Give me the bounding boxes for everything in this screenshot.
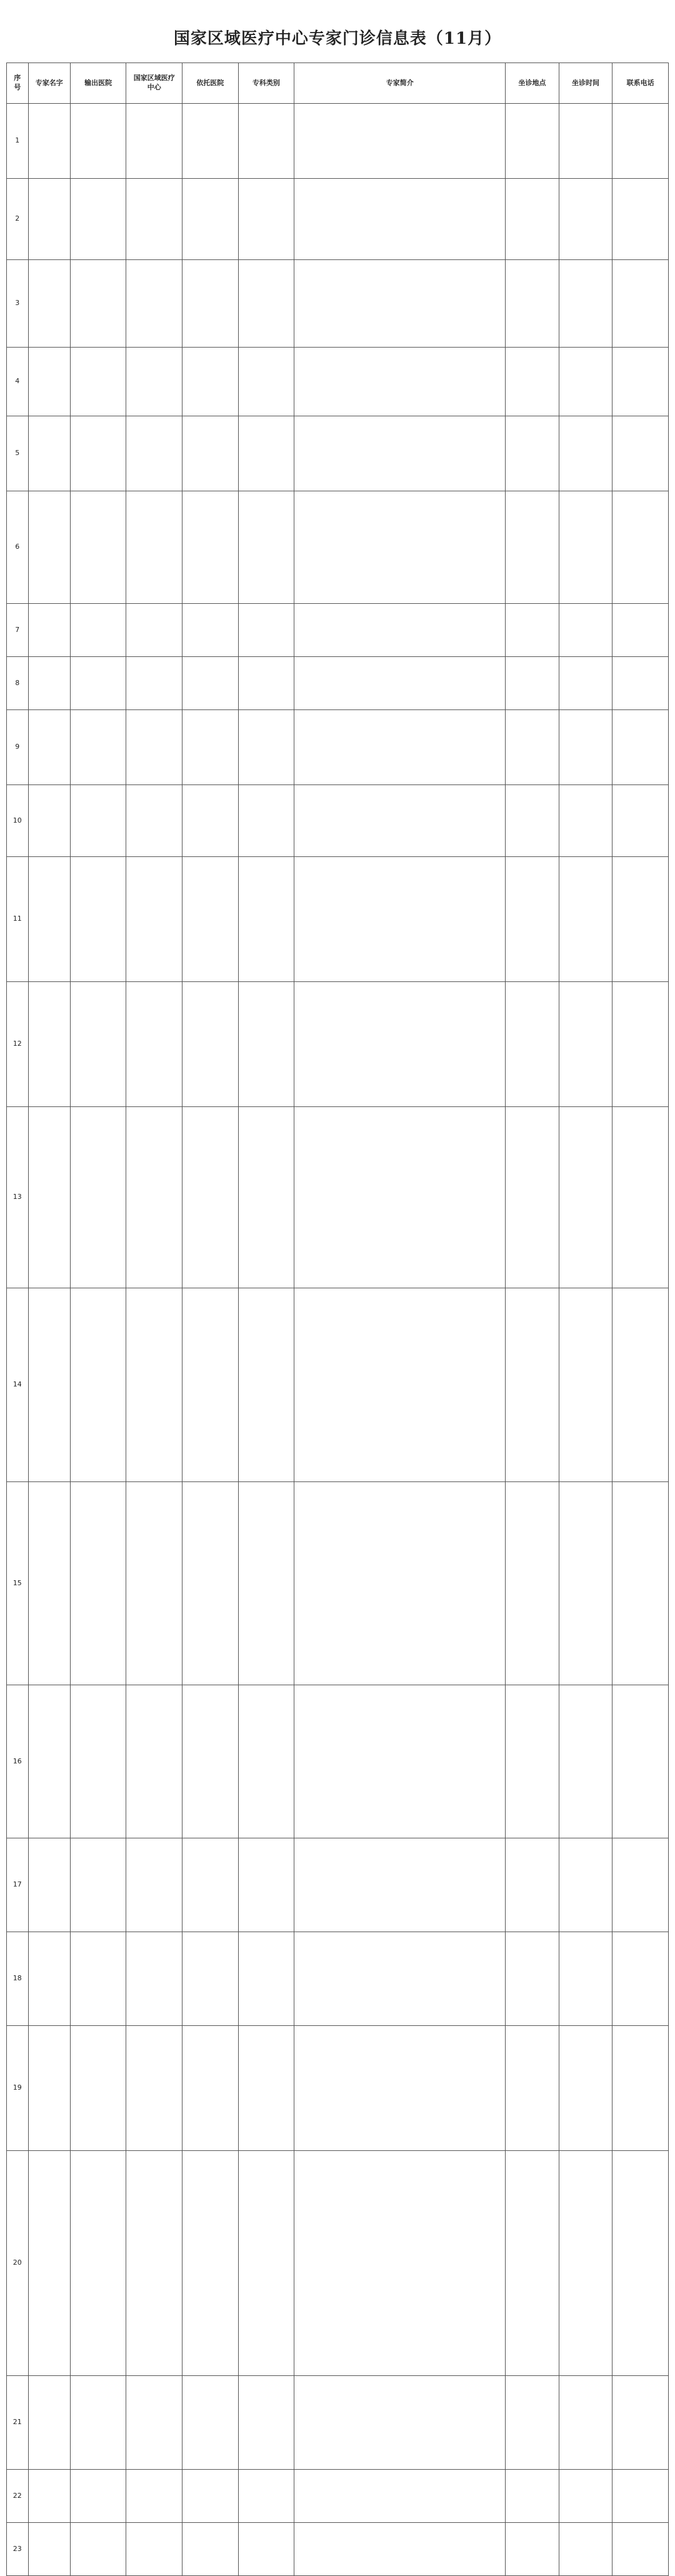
row-index: 2 [7, 179, 29, 260]
row-host-hospital [182, 1107, 239, 1288]
row-source-hospital [70, 2523, 126, 2576]
row-location [506, 2151, 559, 2376]
row-index: 21 [7, 2376, 29, 2470]
row-regional-center [126, 785, 182, 857]
row-time [559, 491, 612, 604]
row-time [559, 416, 612, 491]
row-intro [294, 348, 506, 416]
row-host-hospital [182, 1932, 239, 2026]
table-row [7, 604, 669, 657]
row-host-hospital [182, 104, 239, 179]
row-index: 12 [7, 982, 29, 1107]
row-name [28, 491, 70, 604]
row-phone [612, 857, 669, 982]
row-location [506, 2470, 559, 2523]
row-specialty [238, 982, 294, 1107]
row-host-hospital [182, 657, 239, 710]
row-phone [612, 1838, 669, 1932]
row-host-hospital [182, 1482, 239, 1685]
table-row [7, 2026, 669, 2151]
row-specialty [238, 1107, 294, 1288]
header-time: 坐诊时间 [559, 63, 612, 104]
row-source-hospital [70, 416, 126, 491]
row-source-hospital [70, 1838, 126, 1932]
row-specialty [238, 491, 294, 604]
row-source-hospital [70, 2376, 126, 2470]
row-host-hospital [182, 857, 239, 982]
row-index: 9 [7, 710, 29, 785]
row-host-hospital [182, 710, 239, 785]
row-source-hospital [70, 2026, 126, 2151]
row-host-hospital [182, 260, 239, 348]
row-name [28, 2376, 70, 2470]
row-location [506, 657, 559, 710]
row-intro [294, 657, 506, 710]
row-specialty [238, 2026, 294, 2151]
header-phone: 联系电话 [612, 63, 669, 104]
row-specialty [238, 1932, 294, 2026]
header-specialty: 专科类别 [238, 63, 294, 104]
row-host-hospital [182, 604, 239, 657]
row-location [506, 491, 559, 604]
table-row [7, 1107, 669, 1288]
row-phone [612, 179, 669, 260]
table-row [7, 1838, 669, 1932]
row-intro [294, 1932, 506, 2026]
row-name [28, 1932, 70, 2026]
row-specialty [238, 604, 294, 657]
row-location [506, 348, 559, 416]
row-phone [612, 491, 669, 604]
row-time [559, 1482, 612, 1685]
row-index: 23 [7, 2523, 29, 2576]
row-time [559, 2376, 612, 2470]
row-index: 4 [7, 348, 29, 416]
row-intro [294, 604, 506, 657]
row-location [506, 1838, 559, 1932]
row-specialty [238, 348, 294, 416]
row-name [28, 710, 70, 785]
row-time [559, 657, 612, 710]
row-host-hospital [182, 416, 239, 491]
row-time [559, 604, 612, 657]
row-intro [294, 104, 506, 179]
header-intro: 专家简介 [294, 63, 506, 104]
row-phone [612, 710, 669, 785]
row-name [28, 1288, 70, 1482]
row-location [506, 710, 559, 785]
row-location [506, 1932, 559, 2026]
row-host-hospital [182, 179, 239, 260]
table-row [7, 1482, 669, 1685]
row-phone [612, 1482, 669, 1685]
row-specialty [238, 857, 294, 982]
row-source-hospital [70, 1932, 126, 2026]
table-row [7, 2376, 669, 2470]
row-regional-center [126, 2026, 182, 2151]
row-phone [612, 657, 669, 710]
row-location [506, 785, 559, 857]
row-regional-center [126, 2523, 182, 2576]
row-intro [294, 2523, 506, 2576]
row-index: 18 [7, 1932, 29, 2026]
row-location [506, 604, 559, 657]
row-phone [612, 785, 669, 857]
table-row [7, 2470, 669, 2523]
row-host-hospital [182, 785, 239, 857]
row-specialty [238, 2376, 294, 2470]
row-host-hospital [182, 348, 239, 416]
row-phone [612, 1288, 669, 1482]
row-index: 20 [7, 2151, 29, 2376]
header-host-hospital: 依托医院 [182, 63, 239, 104]
row-time [559, 1932, 612, 2026]
row-phone [612, 2376, 669, 2470]
table-row [7, 260, 669, 348]
row-regional-center [126, 2376, 182, 2470]
row-regional-center [126, 1107, 182, 1288]
row-host-hospital [182, 2523, 239, 2576]
row-regional-center [126, 260, 182, 348]
row-regional-center [126, 2470, 182, 2523]
row-index: 15 [7, 1482, 29, 1685]
row-regional-center [126, 657, 182, 710]
row-time [559, 1685, 612, 1838]
row-specialty [238, 104, 294, 179]
row-source-hospital [70, 1107, 126, 1288]
row-source-hospital [70, 1685, 126, 1838]
row-time [559, 1107, 612, 1288]
page-title: 国家区域医疗中心专家门诊信息表（11月） [173, 29, 502, 48]
row-regional-center [126, 1932, 182, 2026]
row-time [559, 348, 612, 416]
row-name [28, 104, 70, 179]
row-regional-center [126, 1482, 182, 1685]
row-time [559, 785, 612, 857]
header-location: 坐诊地点 [506, 63, 559, 104]
row-source-hospital [70, 710, 126, 785]
row-specialty [238, 1838, 294, 1932]
row-regional-center [126, 104, 182, 179]
header-index: 序号 [7, 63, 29, 104]
row-host-hospital [182, 1685, 239, 1838]
row-intro [294, 1107, 506, 1288]
row-location [506, 179, 559, 260]
row-location [506, 416, 559, 491]
row-location [506, 2026, 559, 2151]
row-specialty [238, 1685, 294, 1838]
table-row [7, 1685, 669, 1838]
row-intro [294, 2151, 506, 2376]
row-intro [294, 2376, 506, 2470]
row-index: 6 [7, 491, 29, 604]
row-intro [294, 260, 506, 348]
table-row [7, 491, 669, 604]
row-host-hospital [182, 2376, 239, 2470]
table-body [7, 104, 669, 2576]
row-index: 14 [7, 1288, 29, 1482]
row-regional-center [126, 491, 182, 604]
row-index: 22 [7, 2470, 29, 2523]
row-name [28, 260, 70, 348]
row-location [506, 2376, 559, 2470]
row-name [28, 1685, 70, 1838]
row-host-hospital [182, 982, 239, 1107]
row-name [28, 2026, 70, 2151]
row-host-hospital [182, 2026, 239, 2151]
row-phone [612, 2151, 669, 2376]
row-location [506, 1685, 559, 1838]
row-index: 7 [7, 604, 29, 657]
row-phone [612, 982, 669, 1107]
row-index: 16 [7, 1685, 29, 1838]
row-specialty [238, 1288, 294, 1482]
row-phone [612, 348, 669, 416]
row-regional-center [126, 416, 182, 491]
row-time [559, 710, 612, 785]
row-intro [294, 982, 506, 1107]
table-row [7, 348, 669, 416]
row-regional-center [126, 2151, 182, 2376]
row-name [28, 604, 70, 657]
row-time [559, 179, 612, 260]
row-specialty [238, 2470, 294, 2523]
header-regional-center: 国家区域医疗中心 [126, 63, 182, 104]
row-regional-center [126, 1288, 182, 1482]
row-time [559, 1838, 612, 1932]
table-row [7, 982, 669, 1107]
row-time [559, 2470, 612, 2523]
row-specialty [238, 785, 294, 857]
row-index: 13 [7, 1107, 29, 1288]
row-location [506, 982, 559, 1107]
table-row [7, 2523, 669, 2576]
row-host-hospital [182, 491, 239, 604]
row-phone [612, 2470, 669, 2523]
row-time [559, 2523, 612, 2576]
row-specialty [238, 2523, 294, 2576]
row-location [506, 1288, 559, 1482]
row-source-hospital [70, 785, 126, 857]
table-row [7, 1288, 669, 1482]
row-name [28, 1482, 70, 1685]
table-row [7, 416, 669, 491]
row-source-hospital [70, 857, 126, 982]
row-time [559, 2151, 612, 2376]
row-phone [612, 1685, 669, 1838]
row-specialty [238, 710, 294, 785]
row-source-hospital [70, 104, 126, 179]
row-time [559, 1288, 612, 1482]
table-row [7, 785, 669, 857]
table-row [7, 857, 669, 982]
row-regional-center [126, 348, 182, 416]
table-row [7, 104, 669, 179]
row-specialty [238, 657, 294, 710]
row-name [28, 857, 70, 982]
row-intro [294, 1685, 506, 1838]
row-location [506, 2523, 559, 2576]
row-specialty [238, 1482, 294, 1685]
header-source-hospital: 输出医院 [70, 63, 126, 104]
row-regional-center [126, 982, 182, 1107]
row-name [28, 2470, 70, 2523]
row-phone [612, 416, 669, 491]
row-intro [294, 2026, 506, 2151]
row-intro [294, 416, 506, 491]
row-index: 1 [7, 104, 29, 179]
header-name: 专家名字 [28, 63, 70, 104]
row-name [28, 2151, 70, 2376]
row-source-hospital [70, 657, 126, 710]
row-name [28, 348, 70, 416]
row-index: 3 [7, 260, 29, 348]
row-index: 10 [7, 785, 29, 857]
row-location [506, 260, 559, 348]
row-source-hospital [70, 1288, 126, 1482]
row-regional-center [126, 857, 182, 982]
row-phone [612, 260, 669, 348]
row-name [28, 1107, 70, 1288]
row-intro [294, 710, 506, 785]
row-source-hospital [70, 179, 126, 260]
row-name [28, 179, 70, 260]
row-index: 17 [7, 1838, 29, 1932]
table-row [7, 179, 669, 260]
row-time [559, 857, 612, 982]
table-header [7, 63, 669, 104]
row-source-hospital [70, 260, 126, 348]
row-location [506, 857, 559, 982]
row-intro [294, 2470, 506, 2523]
row-intro [294, 1288, 506, 1482]
row-regional-center [126, 604, 182, 657]
row-location [506, 1482, 559, 1685]
row-phone [612, 1107, 669, 1288]
row-index: 8 [7, 657, 29, 710]
row-name [28, 2523, 70, 2576]
row-phone [612, 2523, 669, 2576]
row-index: 19 [7, 2026, 29, 2151]
row-intro [294, 491, 506, 604]
table-row [7, 2151, 669, 2376]
expert-table [6, 63, 669, 2576]
row-intro [294, 785, 506, 857]
table-row [7, 1932, 669, 2026]
row-name [28, 657, 70, 710]
row-time [559, 982, 612, 1107]
row-host-hospital [182, 1288, 239, 1482]
row-source-hospital [70, 604, 126, 657]
row-source-hospital [70, 1482, 126, 1685]
header-row [7, 63, 669, 104]
row-name [28, 982, 70, 1107]
row-host-hospital [182, 1838, 239, 1932]
row-index: 11 [7, 857, 29, 982]
row-intro [294, 1838, 506, 1932]
row-intro [294, 179, 506, 260]
row-phone [612, 2026, 669, 2151]
row-host-hospital [182, 2151, 239, 2376]
row-source-hospital [70, 491, 126, 604]
row-specialty [238, 260, 294, 348]
row-intro [294, 1482, 506, 1685]
row-specialty [238, 416, 294, 491]
row-intro [294, 857, 506, 982]
row-regional-center [126, 1838, 182, 1932]
row-location [506, 104, 559, 179]
table-row [7, 710, 669, 785]
row-source-hospital [70, 2470, 126, 2523]
row-source-hospital [70, 982, 126, 1107]
row-name [28, 1838, 70, 1932]
row-name [28, 416, 70, 491]
row-specialty [238, 179, 294, 260]
row-index: 5 [7, 416, 29, 491]
row-regional-center [126, 179, 182, 260]
row-source-hospital [70, 2151, 126, 2376]
row-time [559, 260, 612, 348]
row-phone [612, 104, 669, 179]
row-source-hospital [70, 348, 126, 416]
row-phone [612, 604, 669, 657]
row-regional-center [126, 1685, 182, 1838]
row-specialty [238, 2151, 294, 2376]
table-row [7, 657, 669, 710]
row-location [506, 1107, 559, 1288]
row-regional-center [126, 710, 182, 785]
row-name [28, 785, 70, 857]
row-host-hospital [182, 2470, 239, 2523]
row-phone [612, 1932, 669, 2026]
row-time [559, 2026, 612, 2151]
row-time [559, 104, 612, 179]
